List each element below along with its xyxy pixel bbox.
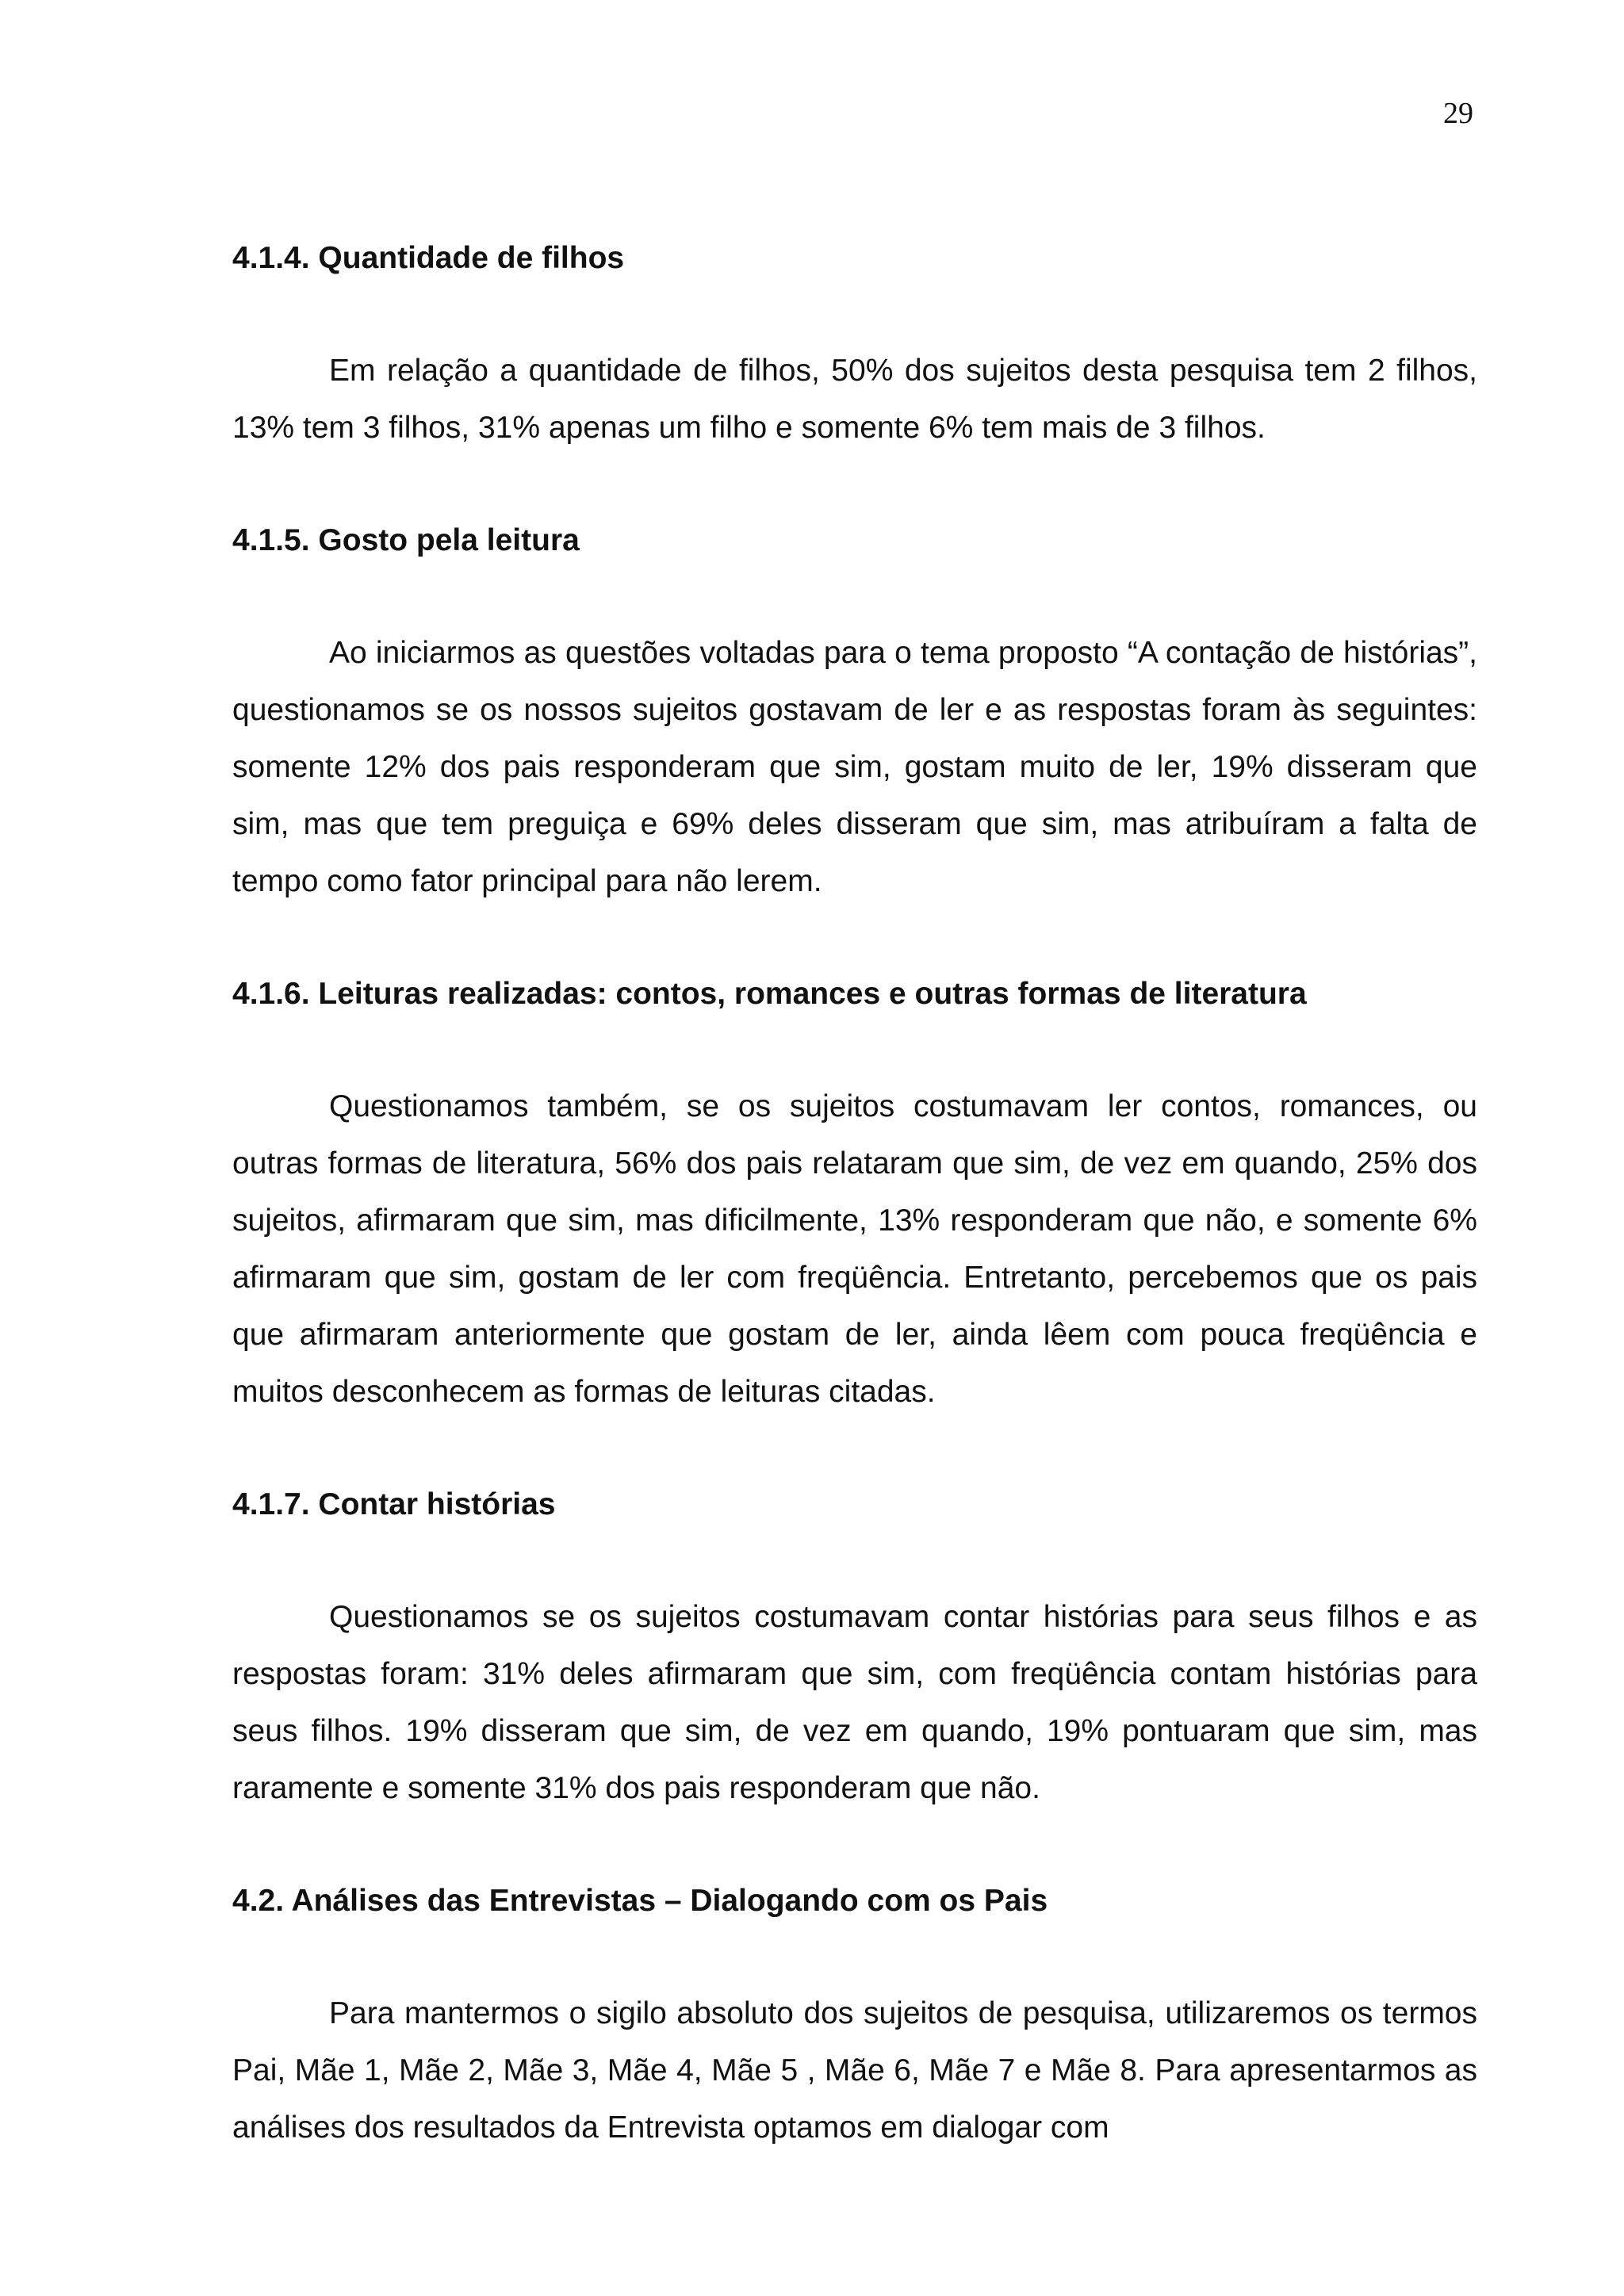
section-paragraph: Em relação a quantidade de filhos, 50% dos sujeitos desta pesquisa tem 2 filhos, 13% tem 3 filhos, 31% apenas um filho e somente 6% tem mais de 3 filhos. bbox=[232, 354, 1477, 445]
section-paragraph: Questionamos se os sujeitos costumavam contar histórias para seus filhos e as respostas foram: 31% deles afirmaram que sim, com freqüência contam histórias para seus filhos. 19% disseram que sim, de vez em quando, 19% pontuaram que sim, mas raramente e somente 31% dos pais responderam que não. bbox=[232, 1600, 1477, 1805]
section-heading: 4.1.6. Leituras realizadas: contos, romances e outras formas de literatura bbox=[232, 977, 1307, 1011]
section-heading: 4.2. Análises das Entrevistas – Dialogando com os Pais bbox=[232, 1884, 1048, 1918]
section-quantidade-de-filhos bbox=[232, 230, 1477, 512]
section-paragraph: Para mantermos o sigilo absoluto dos sujeitos de pesquisa, utilizaremos os termos Pai, Mãe 1, Mãe 2, Mãe 3, Mãe 4, Mãe 5 , Mãe 6, Mãe 7 e Mãe 8. Para apresentarmos as análises dos resultados da Entrevista optamos em dialogar com bbox=[232, 1996, 1477, 2145]
section-leituras-realizadas bbox=[232, 966, 1477, 1476]
section-gosto-pela-leitura bbox=[232, 512, 1477, 966]
document-body bbox=[232, 230, 1477, 2156]
section-heading: 4.1.5. Gosto pela leitura bbox=[232, 523, 580, 557]
section-paragraph: Questionamos também, se os sujeitos costumavam ler contos, romances, ou outras formas de literatura, 56% dos pais relataram que sim, de vez em quando, 25% dos sujeitos, afirmaram que sim, mas dificilmente, 13% responderam que não, e somente 6% afirmaram que sim, gostam de ler com freqüência. Entretanto, percebemos que os pais que afirmaram anteriormente que gostam de ler, ainda lêem com pouca freqüência e muitos desconhecem as formas de leituras citadas. bbox=[232, 1089, 1477, 1409]
section-heading: 4.1.4. Quantidade de filhos bbox=[232, 241, 625, 275]
section-analises-das-entrevistas bbox=[232, 1873, 1477, 2156]
section-paragraph: Ao iniciarmos as questões voltadas para o tema proposto “A contação de histórias”, questionamos se os nossos sujeitos gostavam de ler e as respostas foram às seguintes: somente 12% dos pais responderam que sim, gostam muito de ler, 19% disseram que sim, mas que tem preguiça e 69% deles disseram que sim, mas atribuíram a falta de tempo como fator principal para não lerem. bbox=[232, 636, 1477, 898]
section-heading: 4.1.7. Contar histórias bbox=[232, 1487, 556, 1521]
section-contar-historias bbox=[232, 1476, 1477, 1873]
page-number: 29 bbox=[1443, 97, 1473, 130]
